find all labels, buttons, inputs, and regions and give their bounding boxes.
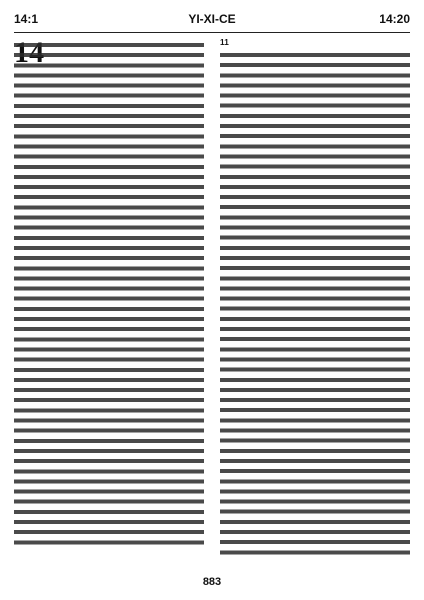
running-header xyxy=(14,8,410,30)
header-rule xyxy=(14,32,410,33)
chapter-number: 14 xyxy=(14,38,45,69)
page-number: 883 xyxy=(202,576,222,588)
header-right-reference: 14:20 xyxy=(379,12,410,26)
verse-number: 11 xyxy=(220,38,229,47)
column-right-text xyxy=(220,50,410,558)
text-column-right xyxy=(220,38,410,558)
book-title: YI-XI-CE xyxy=(188,12,236,26)
column-left-text xyxy=(14,40,204,550)
header-left-reference: 14:1 xyxy=(14,12,39,26)
text-column-left xyxy=(14,38,204,558)
page xyxy=(14,8,410,592)
